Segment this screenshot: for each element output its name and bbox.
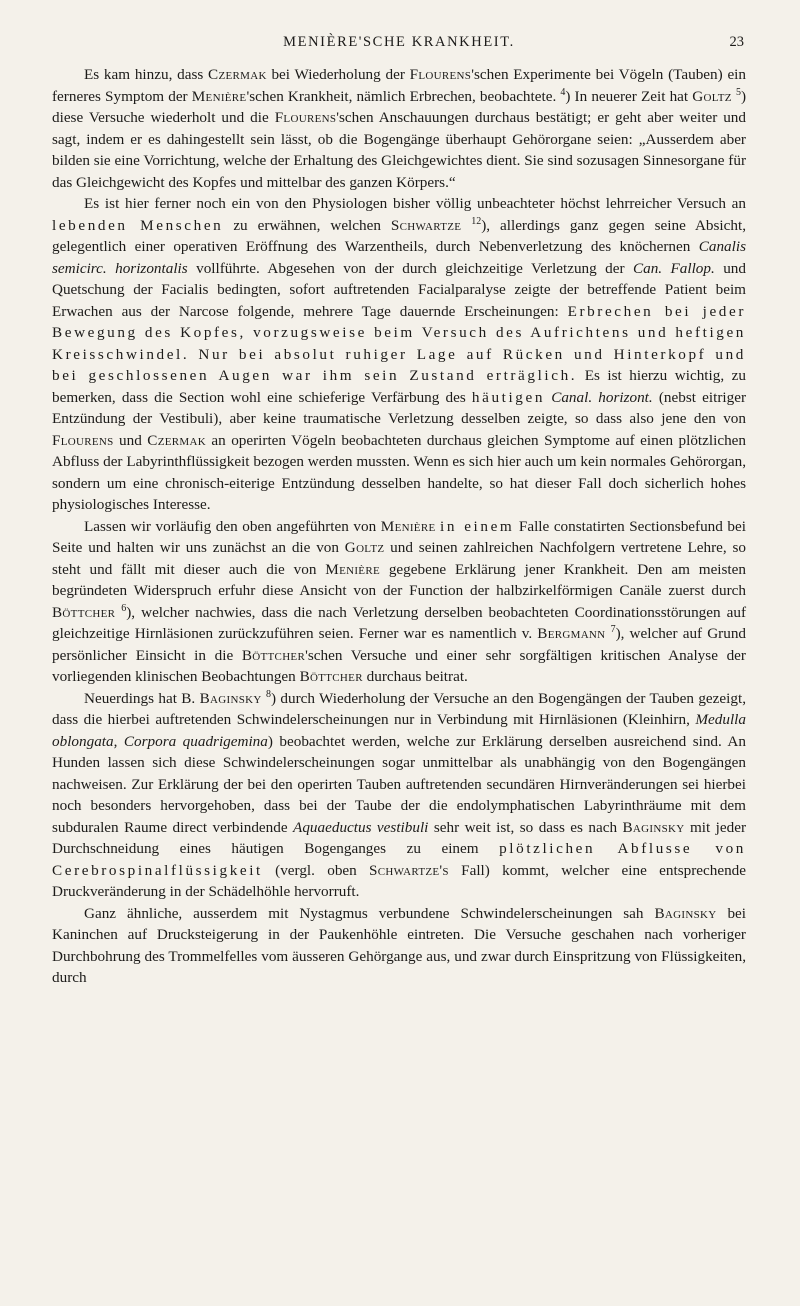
text-run: Es ist hier ferner noch ein von den Physiologen bisher völlig unbeachteter höchst lehrreicher Versuch an [84, 195, 746, 212]
text-run [461, 217, 471, 234]
author-name: Czermak [147, 431, 206, 449]
latin-term: Medulla oblongata [52, 711, 746, 750]
text-run: (nebst eitriger Entzündung der Vestibuli), aber keine traumatische Verletzung desselben zeigte, so dass also jene den von [52, 388, 746, 427]
emphasized-text: in einem [440, 517, 515, 535]
text-run: vollführte. Abgesehen von der durch gleichzeitige Verletzung der [187, 259, 633, 277]
text-run: und Quetschung der Facialis bedingten, sofort auftretenden Facialparalyse zeigte der betreffende Patient beim Erwachen aus der Narcose folgende, mehrere Tage dauernde Erscheinungen: [52, 259, 746, 320]
text-run: Lassen wir vorläufig den oben angeführten von [84, 517, 381, 535]
author-name: Bergmann [537, 625, 606, 642]
author-name: Böttcher [299, 668, 363, 685]
author-name: Böttcher [52, 603, 116, 621]
author-name: Goltz [692, 87, 732, 105]
text-run: 'schen Versuche und einer sehr sorgfältigen kritischen Analyse der vorliegenden klinischen Beobachtungen [52, 646, 746, 685]
text-run: , [113, 732, 124, 750]
text-run: und [113, 431, 148, 449]
paragraph [52, 516, 746, 688]
text-run: 'schen Anschauungen durchaus bestätigt; er geht aber weiter und sagt, indem er es dahingestellt sein lässt, ob die Bogengänge überhaupt Gehörorgane seien: „Ausserdem aber bilden sie eine Vorrichtung, welche der Erhaltung des Gleichgewichtes dient. Sie sind sozusagen Sinnesorgane für das Gleichgewicht des Kopfes und mittelbar des ganzen Körpers.“ [52, 109, 746, 191]
author-name: Baginsky [654, 904, 717, 922]
text-run: bei Wiederholung der [266, 66, 410, 83]
paragraph [52, 903, 746, 989]
page-number: 23 [729, 34, 744, 50]
text-run: an operirten Vögeln beobachteten durchaus gleichen Symptome auf einen plötzlichen Abfluss der Labyrinthflüssigkeit bezogen werden mussten. Wenn es sich hier auch um kein normales Gehörorgan, sondern um eine chronisch-eiterige Entzündung desselben handelte, so hat dieser Fall doch sicherlich hohes physiologisches Interesse. [52, 431, 746, 513]
author-name: Menière [380, 517, 436, 535]
latin-term: Can. Fallop. [632, 259, 715, 277]
emphasized-text: Erbrechen bei jeder Bewegung des Kopfes, vorzugsweise beim Versuch des Aufrichtens und heftigen Kreisschwindel. Nur bei absolut ruhiger Lage auf Rücken und Hinterkopf und bei geschlossenen Augen war ihm sein Zustand erträglich. [52, 302, 746, 384]
paragraph [52, 193, 746, 516]
author-name: Menière [191, 87, 247, 105]
footnote-marker: 6 [121, 602, 127, 614]
emphasized-text: häutigen [471, 388, 546, 406]
author-name: Flourens [274, 109, 337, 126]
paragraph [52, 64, 746, 193]
running-title: MENIÈRE'SCHE KRANKHEIT. [283, 34, 515, 50]
author-name: Flourens [52, 431, 114, 449]
author-name: Böttcher [241, 646, 306, 664]
latin-term: Canalis semicirc. horizontalis [52, 238, 746, 277]
text-run: ), welcher auf Grund persönlicher Einsicht in die [52, 625, 747, 664]
text-run: gegebene Erklärung jener Krankheit. Den am meisten begründeten Widerspruch erfuhr diese Ansicht von der Function der halbzirkelförmigen Canäle zuerst durch [52, 560, 746, 599]
text-run: bei Kaninchen auf Drucksteigerung in der Paukenhöhle eintreten. Die Versuche geschahen nach vorheriger Durchbohrung des Trommelfelles vom äusseren Gehörgange aus, und zwar durch Einspritzung von Flüssigkeiten, durch [52, 904, 746, 986]
emphasized-text: lebenden Menschen [52, 216, 224, 234]
text-run: (vergl. oben [262, 861, 370, 879]
text-run: ) diese Versuche wiederholt und die [52, 87, 746, 126]
text-run: Falle constatirten Sectionsbefund bei Seite und halten wir uns zunächst an die von [52, 517, 746, 556]
author-name: Schwartze's [369, 861, 449, 879]
author-name: Menière [325, 560, 380, 578]
text-run: ), allerdings ganz gegen seine Absicht, gelegentlich einer operativen Eröffnung des Warzentheils, durch Nebenverletzung des knöchernen [52, 216, 746, 255]
body-text [52, 64, 746, 989]
text-run: ) beobachtet werden, welche zur Erklärung derselben ausreichend sind. An Hunden lassen sich diese Schwindelerscheinungen sogar unmittelbar als unabhängig von den Bogengängen nachweisen. Zur Erklärung der bei den operirten Tauben auftretenden secundären Hirnveränderungen sei hierbei noch besonders hervorgehoben, dass bei der Taube der die endolymphatischen Labyrinthräume mit dem subduralen Raume direct verbindende [52, 732, 746, 836]
footnote-marker: 5 [735, 86, 741, 98]
text-run: sehr weit ist, so dass es nach [428, 818, 623, 836]
emphasized-text: plötzlichen Abflusse von Cerebrospinalflüssigkeit [52, 840, 746, 879]
text-run: Neuerdings hat B. [84, 689, 200, 707]
author-name: Baginsky [622, 818, 685, 836]
text-run: zu erwähnen, welchen [223, 216, 391, 234]
text-run: Fall) kommt, welcher eine entsprechende Druckveränderung in der Schädelhöhle hervorruft. [52, 861, 746, 900]
text-run: Es ist hierzu wichtig, zu bemerken, dass die Section wohl eine schieferige Verfärbung des [52, 367, 746, 406]
latin-term: Canal. horizont. [551, 388, 653, 406]
text-run: mit jeder Durchschneidung eines häutigen Bogenganges zu einem [52, 818, 746, 857]
text-run: ) durch Wiederholung der Versuche an den Bogengängen der Tauben gezeigt, dass die hierbei auftretenden Schwindelerscheinungen nur in Verbindung mit Hirnläsionen (Kleinhirn, [52, 689, 746, 728]
text-run: und seinen zahlreichen Nachfolgern vertretene Lehre, so steht und fällt mit dieser auch die von [52, 539, 746, 578]
paragraph [52, 688, 746, 903]
latin-term: Corpora quadrigemina [123, 732, 268, 750]
footnote-marker: 8 [265, 688, 271, 700]
text-run: durchaus beitrat. [362, 668, 468, 685]
text-run: Ganz ähnliche, ausserdem mit Nystagmus verbundene Schwindelerscheinungen sah [84, 904, 655, 922]
footnote-marker: 7 [610, 623, 616, 635]
footnote-marker: 12 [471, 215, 482, 227]
author-name: Baginsky [199, 689, 262, 707]
text-run: ) In neuerer Zeit hat [565, 87, 693, 105]
footnote-marker: 4 [560, 86, 566, 98]
author-name: Schwartze [390, 216, 462, 234]
text-run: ), welcher nachwies, dass die nach Verletzung derselben beobachteten Coordinationsstörungen auf gleichzeitige Hirnläsionen zurückzuführen seien. Ferner war es namentlich v. [52, 603, 746, 642]
text-run: 'schen Experimente bei Vögeln (Tauben) ein ferneres Symptom der [52, 66, 746, 105]
text-run: Es kam hinzu, dass [84, 66, 209, 83]
latin-term: Aquaeductus vestibuli [293, 818, 429, 836]
author-name: Flourens [409, 66, 472, 83]
page-header [52, 0, 746, 64]
text-run: 'schen Krankheit, nämlich Erbrechen, beobachtete. [246, 87, 561, 105]
author-name: Goltz [344, 539, 385, 556]
author-name: Czermak [208, 66, 267, 83]
